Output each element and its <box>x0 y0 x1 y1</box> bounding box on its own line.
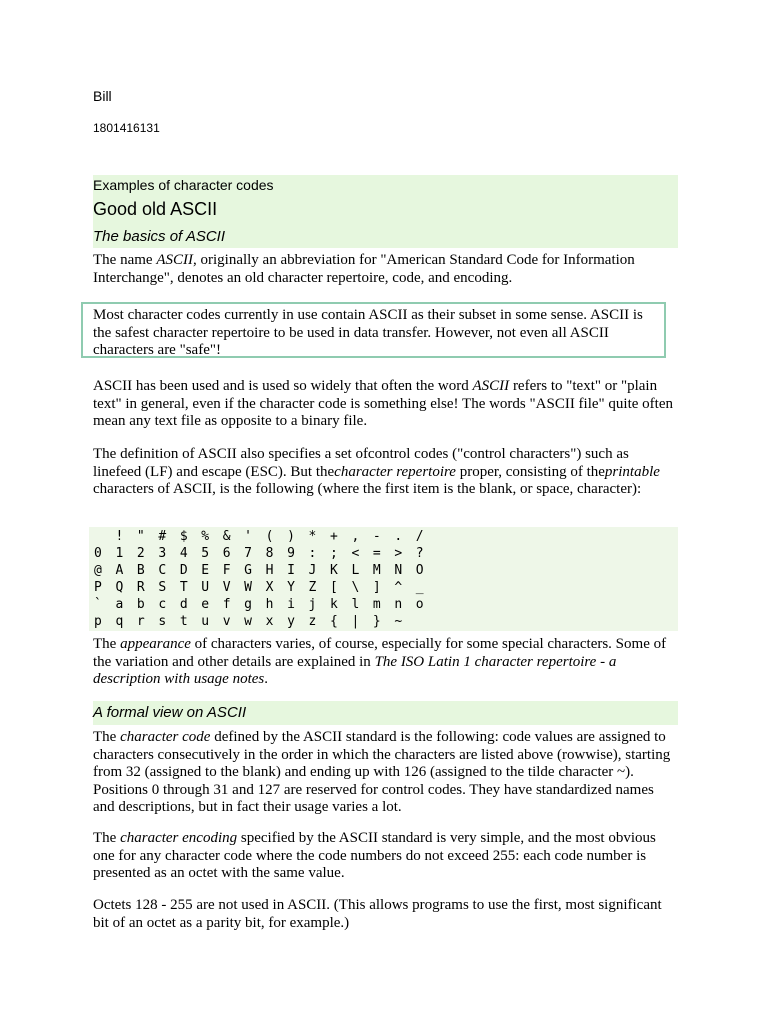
paragraph-ascii-definition: The definition of ASCII also specifies a set ofcontrol codes ("control characters") such as linefeed (LF) and escape (ESC). But thecharacter repertoire proper, consisting of theprintable characters of ASCII, is the following (where the first item is the blank, or space, character): <box>93 446 660 497</box>
section-small-title: Examples of character codes <box>93 177 274 193</box>
section-big-title: Good old ASCII <box>93 199 218 219</box>
callout-box: Most character codes currently in use contain ASCII as their subset in some sense. ASCII is the safest character repertoire to be used in data transfer. However, not even all ASCII characters are "safe"! <box>81 302 666 358</box>
code-line: 0 1 2 3 4 5 6 7 8 9 : ; < = > ? <box>94 546 427 561</box>
code-line: ` a b c d e f g h i j k l m n o <box>94 597 427 612</box>
paragraph-ascii-usage: ASCII has been used and is used so widely that often the word ASCII refers to "text" or "plain text" in general, even if the character code is something else! The words "ASCII file" quite often mean any text file as opposite to a binary file. <box>93 378 673 429</box>
paragraph-appearance: The appearance of characters varies, of course, especially for some special characters. Some of the variation and other details are explained in The ISO Latin 1 character repertoire - a description with usage notes. <box>93 636 667 687</box>
section2-title: A formal view on ASCII <box>93 704 247 721</box>
code-line: ! " # $ % & ' ( ) * + , - . / <box>94 529 427 544</box>
paragraph-character-code: The character code defined by the ASCII standard is the following: code values are assigned to characters consecutively in the order in which the characters are listed above (rowwise), starting from 32 (assigned to the blank) and ending up with 126 (assigned to the tilde character ~). Positions 0 through 31 and 127 are reserved for control codes. They have standardized names and descriptions, but in fact their usage varies a lot. <box>93 729 671 815</box>
author-name: Bill <box>93 88 112 104</box>
paragraph-ascii-name: The name ASCII, originally an abbreviation for "American Standard Code for Information Interchange", denotes an old character repertoire, code, and encoding. <box>93 252 635 286</box>
code-line: P Q R S T U V W X Y Z [ \ ] ^ _ <box>94 580 427 595</box>
code-line: @ A B C D E F G H I J K L M N O <box>94 563 427 578</box>
section-subtitle: The basics of ASCII <box>93 228 225 245</box>
paragraph-character-encoding: The character encoding specified by the ASCII standard is very simple, and the most obvious one for any character code where the code numbers do not exceed 255: each code number is presented as an octet with the same value. <box>93 830 656 881</box>
code-line: p q r s t u v w x y z { | } ~ <box>94 614 406 629</box>
student-id: 1801416131 <box>93 121 160 135</box>
paragraph-octets: Octets 128 - 255 are not used in ASCII. (This allows programs to use the first, most significant bit of an octet as a parity bit, for example.) <box>93 897 662 931</box>
ascii-character-table <box>89 527 678 631</box>
